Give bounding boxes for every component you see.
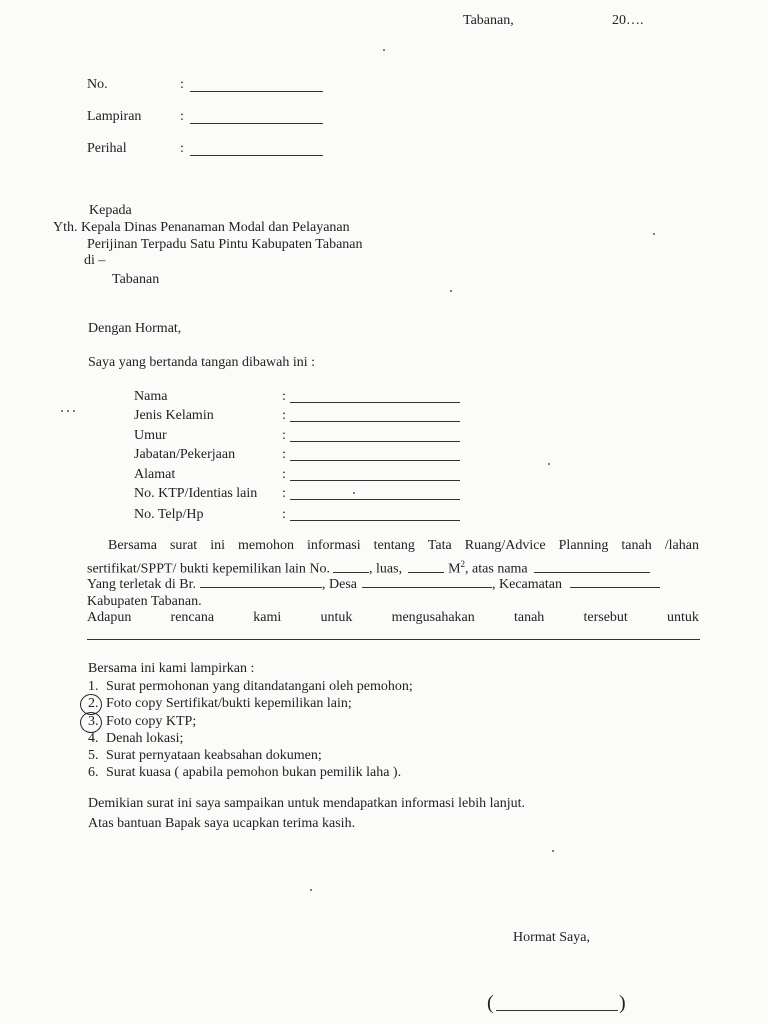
body-word: Planning bbox=[558, 538, 609, 553]
signature-open-paren: ( bbox=[487, 992, 494, 1014]
meta-label-perihal: Perihal bbox=[87, 141, 127, 156]
field-label-nama: Nama bbox=[134, 389, 168, 404]
field-label-alamat: Alamat bbox=[134, 467, 176, 482]
body-word: Ruang/Advice bbox=[464, 538, 546, 553]
field-label-ktp: No. KTP/Identias lain bbox=[134, 486, 258, 501]
scan-speck bbox=[450, 290, 452, 292]
body-text: , Desa bbox=[322, 577, 358, 592]
rencana-usaha-field[interactable] bbox=[87, 639, 700, 640]
body-text: sertifikat/SPPT/ bukti kepemilikan lain No. bbox=[87, 561, 331, 577]
field-label-jabatan: Jabatan/Pekerjaan bbox=[134, 447, 236, 462]
attachment-item bbox=[88, 748, 322, 764]
field-colon: : bbox=[282, 389, 286, 404]
recipient-city: Tabanan bbox=[112, 272, 160, 287]
attachment-num: 4. bbox=[88, 731, 99, 746]
meta-lampiran-field[interactable] bbox=[190, 123, 323, 124]
field-label-umur: Umur bbox=[134, 428, 167, 443]
recipient-line1: Yth. Kepala Dinas Penanaman Modal dan Pelayanan bbox=[53, 220, 350, 235]
body-word: tanah bbox=[513, 610, 545, 625]
body-word: memohon bbox=[237, 538, 294, 553]
body-word: tanah bbox=[621, 538, 652, 553]
scan-speck bbox=[548, 463, 550, 465]
meta-colon: : bbox=[180, 77, 184, 92]
sertifikat-no-field[interactable] bbox=[333, 560, 369, 573]
atas-nama-field[interactable] bbox=[534, 560, 650, 573]
year-label: 20…. bbox=[612, 13, 644, 28]
scan-speck bbox=[353, 492, 355, 494]
field-alamat-input[interactable] bbox=[290, 480, 460, 481]
field-jenis-kelamin-input[interactable] bbox=[290, 421, 460, 422]
recipient-di: di – bbox=[84, 253, 106, 268]
attachment-num: 6. bbox=[88, 765, 99, 780]
body-word: Bersama bbox=[108, 538, 157, 553]
body-text: Yang terletak di Br. bbox=[87, 577, 197, 592]
body-word: Adapun bbox=[87, 610, 132, 625]
attachment-text: Foto copy KTP; bbox=[106, 714, 197, 729]
recipient-line2: Perijinan Terpadu Satu Pintu Kabupaten Tabanan bbox=[87, 237, 363, 252]
field-telp-input[interactable] bbox=[290, 520, 460, 521]
closing-line1: Demikian surat ini saya sampaikan untuk mendapatkan informasi lebih lanjut. bbox=[88, 796, 526, 811]
body-word: tersebut bbox=[583, 610, 628, 625]
meta-label-lampiran: Lampiran bbox=[87, 109, 142, 124]
body-text: , atas nama bbox=[465, 561, 528, 577]
field-colon: : bbox=[282, 467, 286, 482]
attachment-num: 2. bbox=[88, 696, 99, 711]
body-text: , luas, bbox=[369, 561, 403, 577]
field-colon: : bbox=[282, 486, 286, 501]
field-colon: : bbox=[282, 428, 286, 443]
attachment-text: Surat kuasa ( apabila pemohon bukan pemilik laha ). bbox=[106, 765, 402, 780]
body-word: untuk bbox=[667, 610, 699, 625]
closing-line2: Atas bantuan Bapak saya ucapkan terima kasih. bbox=[88, 816, 356, 831]
superscript: 2 bbox=[460, 559, 466, 569]
attachment-item bbox=[88, 679, 413, 695]
scan-speck bbox=[383, 49, 385, 51]
attachment-text: Surat permohonan yang ditandatangani oleh pemohon; bbox=[106, 679, 413, 694]
scan-speck bbox=[67, 410, 69, 412]
body-word: ini bbox=[210, 538, 225, 553]
meta-perihal-field[interactable] bbox=[190, 155, 323, 156]
scan-speck bbox=[552, 850, 554, 852]
field-colon: : bbox=[282, 447, 286, 462]
field-umur-input[interactable] bbox=[290, 441, 460, 442]
field-ktp-input[interactable] bbox=[290, 499, 460, 500]
body-paragraph-line3 bbox=[87, 575, 660, 593]
scan-speck bbox=[73, 410, 75, 412]
banjar-field[interactable] bbox=[200, 575, 322, 588]
scan-speck bbox=[310, 889, 312, 891]
body-word: rencana bbox=[170, 610, 215, 625]
body-word: informasi bbox=[306, 538, 361, 553]
signature-name-field[interactable] bbox=[496, 1010, 618, 1011]
field-label-telp: No. Telp/Hp bbox=[134, 507, 204, 522]
body-word: Tata bbox=[427, 538, 452, 553]
field-jabatan-input[interactable] bbox=[290, 460, 460, 461]
attachment-item bbox=[88, 731, 183, 747]
greeting: Dengan Hormat, bbox=[88, 321, 182, 336]
body-word: kami bbox=[253, 610, 282, 625]
meta-colon: : bbox=[180, 109, 184, 124]
recipient-kepada: Kepada bbox=[89, 203, 132, 218]
attachment-item bbox=[88, 714, 196, 730]
body-word: untuk bbox=[320, 610, 353, 625]
kecamatan-field[interactable] bbox=[570, 575, 660, 588]
attachment-item bbox=[88, 696, 352, 712]
attachments-heading: Bersama ini kami lampirkan : bbox=[88, 661, 255, 676]
body-word: tentang bbox=[373, 538, 415, 553]
body-text: M bbox=[448, 561, 461, 577]
attachment-text: Surat pernyataan keabsahan dokumen; bbox=[106, 748, 322, 763]
attachment-num: 5. bbox=[88, 748, 99, 763]
body-word: /lahan bbox=[664, 538, 699, 553]
meta-no-field[interactable] bbox=[190, 91, 323, 92]
body-word: surat bbox=[169, 538, 198, 553]
place-label: Tabanan, bbox=[463, 13, 514, 28]
intro-text: Saya yang bertanda tangan dibawah ini : bbox=[88, 355, 316, 370]
scan-speck bbox=[61, 410, 63, 412]
attachment-text: Foto copy Sertifikat/bukti kepemilikan lain; bbox=[106, 696, 352, 711]
field-colon: : bbox=[282, 507, 286, 522]
handwritten-circle-mark bbox=[80, 712, 102, 733]
body-paragraph-line4: Kabupaten Tabanan. bbox=[87, 594, 202, 609]
signature-label: Hormat Saya, bbox=[513, 930, 590, 945]
body-paragraph-line1 bbox=[108, 538, 699, 554]
attachment-text: Denah lokasi; bbox=[106, 731, 184, 746]
attachment-num: 1. bbox=[88, 679, 99, 694]
field-nama-input[interactable] bbox=[290, 402, 460, 403]
scan-speck bbox=[653, 233, 655, 235]
body-paragraph-2 bbox=[87, 610, 699, 626]
meta-label-no: No. bbox=[87, 77, 108, 92]
desa-field[interactable] bbox=[362, 575, 492, 588]
signature-close-paren: ) bbox=[619, 992, 626, 1014]
body-text: , Kecamatan bbox=[492, 577, 562, 592]
attachment-item bbox=[88, 765, 401, 781]
meta-colon: : bbox=[180, 141, 184, 156]
field-label-jenis-kelamin: Jenis Kelamin bbox=[134, 408, 214, 423]
attachment-num: 3. bbox=[88, 714, 99, 729]
field-colon: : bbox=[282, 408, 286, 423]
body-word: mengusahakan bbox=[391, 610, 475, 625]
luas-field[interactable] bbox=[408, 560, 444, 573]
